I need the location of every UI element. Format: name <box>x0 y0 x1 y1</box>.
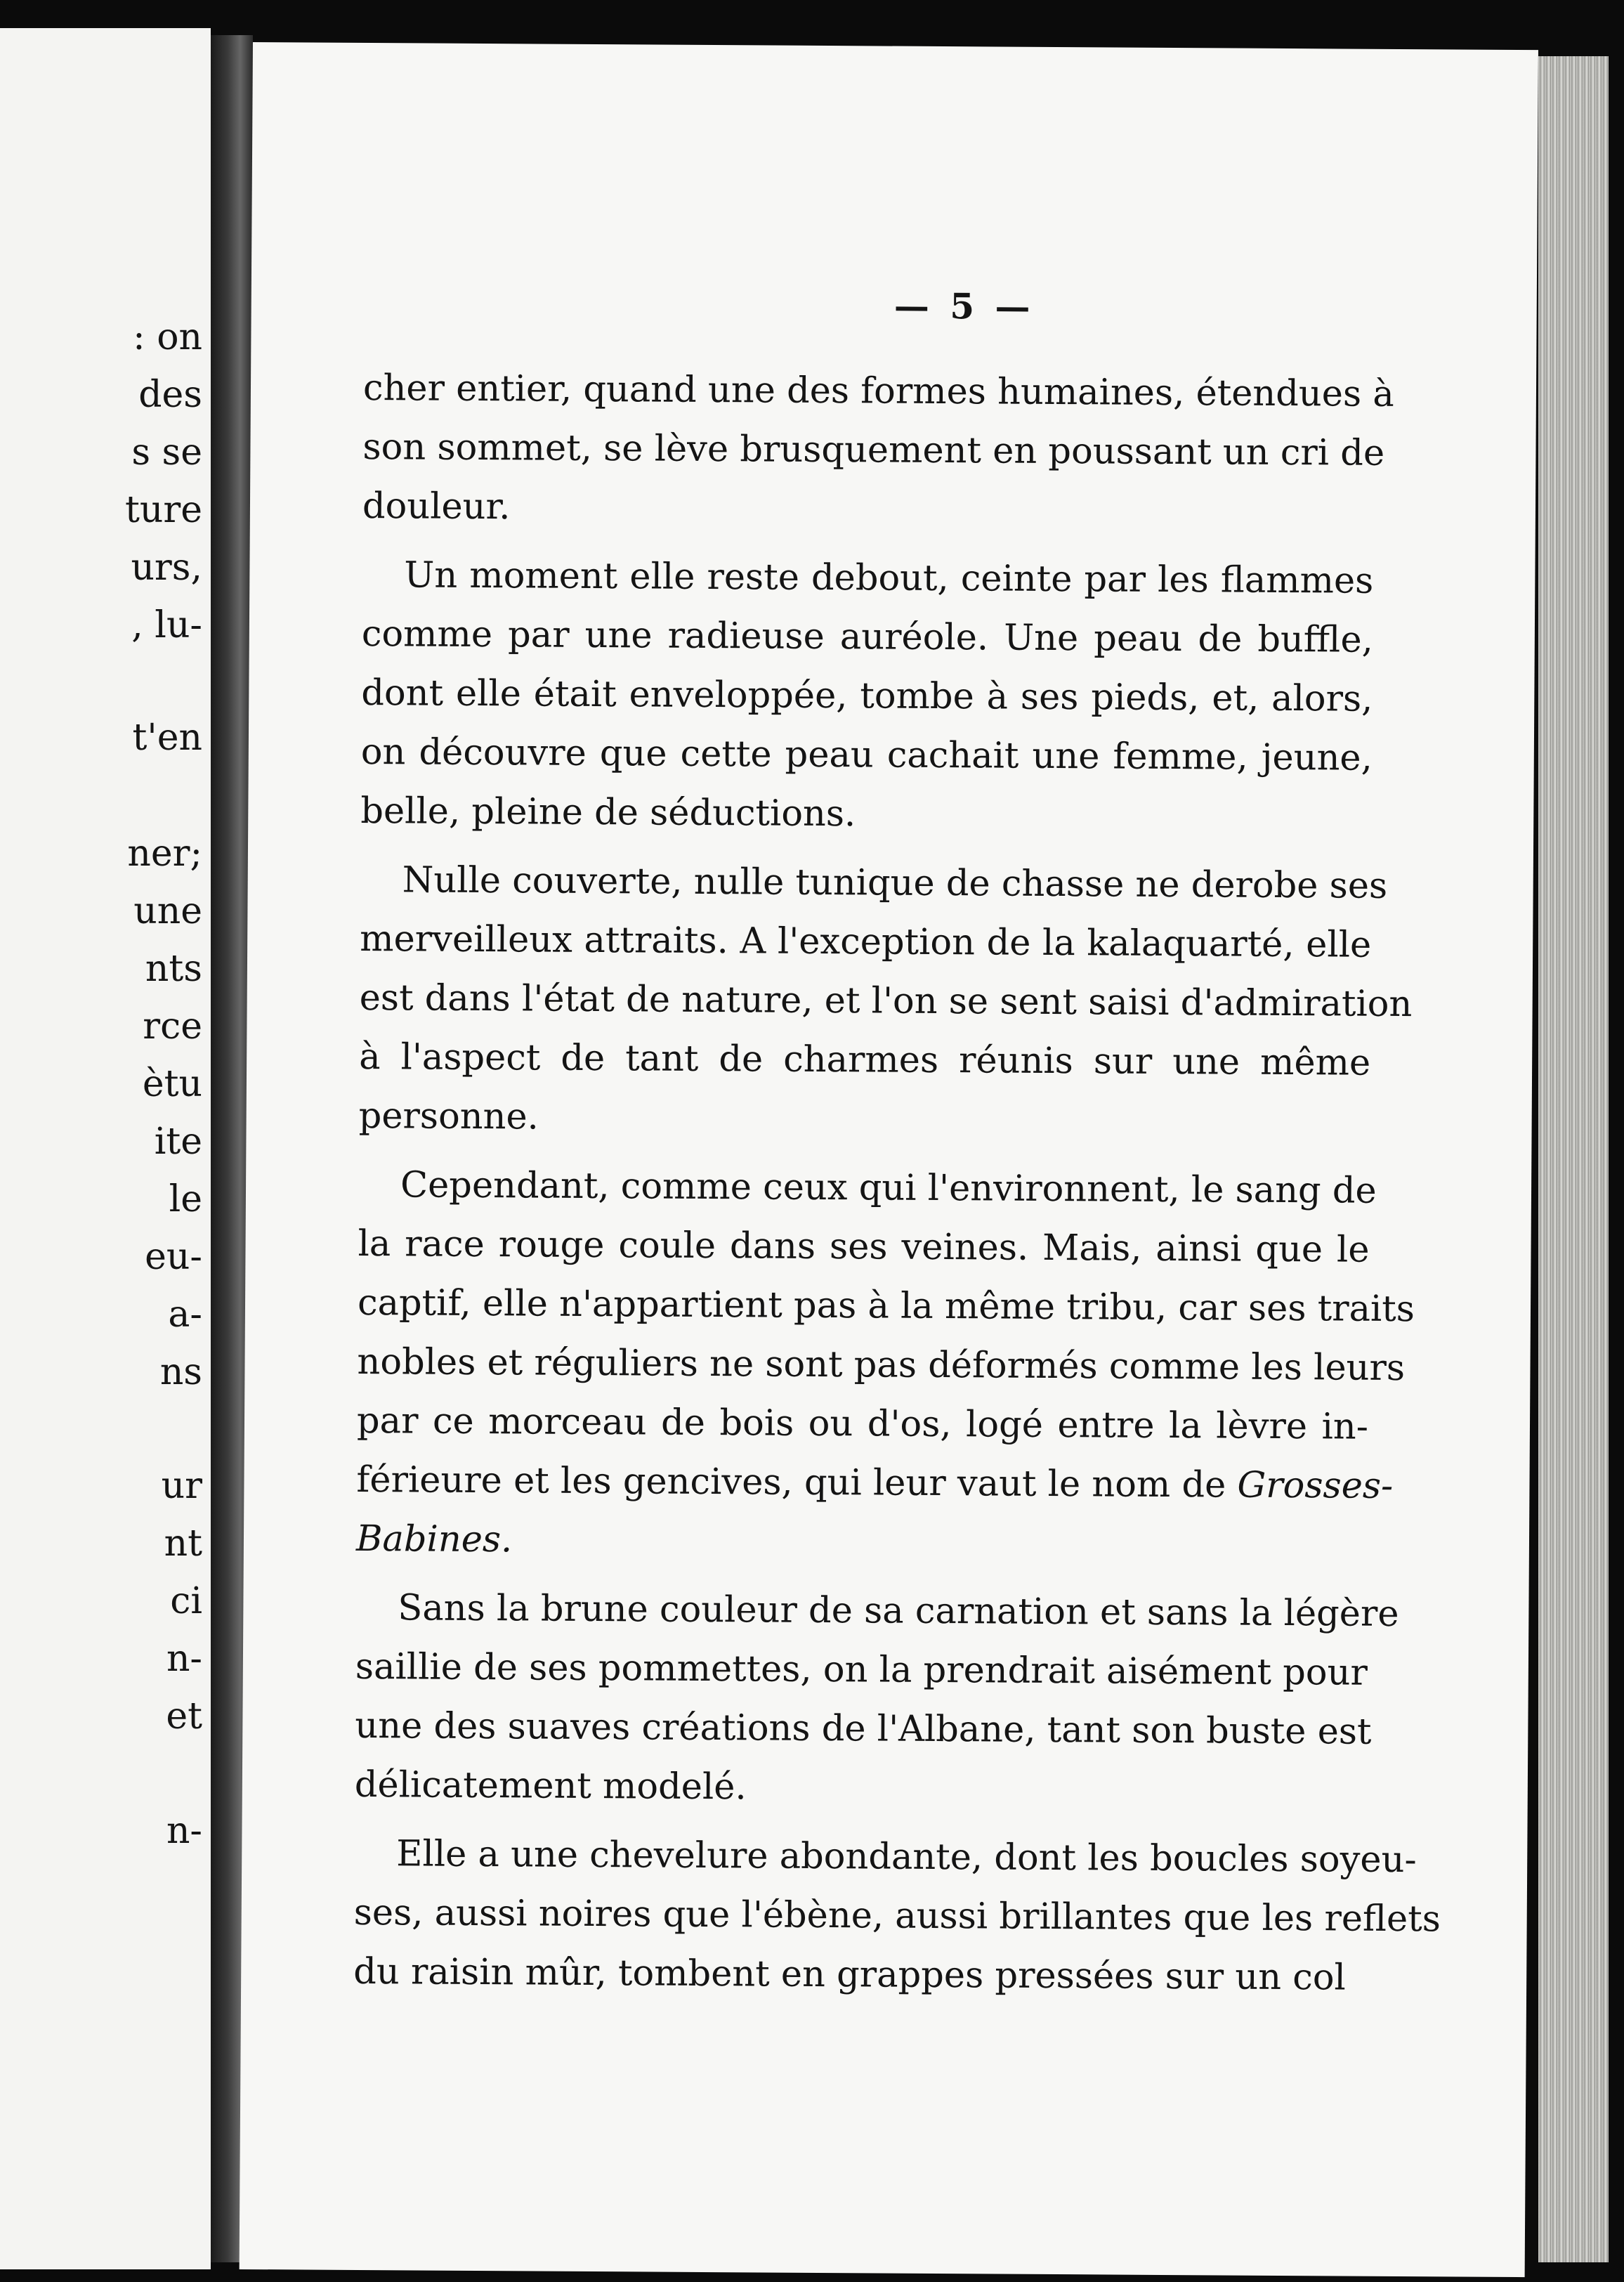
text-line <box>355 1756 1366 1821</box>
left-page-line-fragment: nt <box>164 1523 202 1565</box>
text-line-content: ses, aussi noires que l'ébène, aussi brillantes que les reflets <box>353 1891 1441 1941</box>
text-line <box>360 782 1372 847</box>
text-line <box>353 1884 1441 1949</box>
text-line-content: férieure et les gencives, qui leur vaut le nom de <box>356 1459 1226 1506</box>
page-number: — 5 — <box>893 285 1035 327</box>
text-line-content: dont elle était enveloppée, tombe à ses pieds, et, alors, <box>361 672 1373 720</box>
paragraph <box>360 546 1374 847</box>
text-line-content: saillie de ses pommettes, on la prendrait aisément pour <box>355 1645 1368 1694</box>
left-page-line-fragment: n- <box>166 1638 202 1680</box>
text-line <box>358 1156 1377 1221</box>
text-line <box>359 1028 1370 1093</box>
text-line-content: la race rouge coule dans ses veines. Mais, ainsi que le <box>358 1222 1370 1271</box>
left-page-line-fragment: une <box>133 890 202 932</box>
text-line-content: Nulle couverte, nulle tunique de chasse ne derobe ses <box>402 859 1388 907</box>
left-page-line-fragment: ture <box>124 489 202 531</box>
text-line <box>356 1451 1394 1516</box>
text-line-content: cher entier, quand une des formes humaines, étendues à <box>362 367 1394 415</box>
left-page-line-fragment: eu- <box>145 1236 202 1278</box>
text-line-content: merveilleux attraits. A l'exception de la kalaquarté, elle <box>360 918 1372 966</box>
left-page-line-fragment: s se <box>131 431 202 474</box>
left-page-line-fragment: urs, <box>131 547 202 589</box>
left-page-line-fragment: , lu- <box>131 604 202 646</box>
text-line-content: nobles et réguliers ne sont pas déformés comme les leurs <box>357 1341 1406 1390</box>
text-line-content: on découvre que cette peau cachait une femme, jeune, <box>360 731 1373 779</box>
left-page-line-fragment: des <box>138 374 202 416</box>
text-line <box>356 1510 1368 1575</box>
page-right <box>240 42 1538 2277</box>
text-line <box>355 1697 1372 1762</box>
left-page-line-fragment: ur <box>161 1465 202 1507</box>
text-line-content: captif, elle n'appartient pas à la même tribu, car ses traits <box>357 1282 1415 1331</box>
text-line <box>362 546 1373 611</box>
left-page-line-fragment: t'en <box>132 717 202 759</box>
left-page-line-fragment: ite <box>154 1121 202 1163</box>
text-line <box>358 1087 1370 1152</box>
text-line <box>360 910 1371 975</box>
text-line-content: du raisin mûr, tombent en grappes pressées sur un col <box>353 1950 1347 1999</box>
left-page-line-fragment: ci <box>170 1580 202 1622</box>
paragraph <box>355 1156 1415 1575</box>
italic-term: Grosses- <box>1226 1464 1394 1507</box>
page-edges <box>1538 56 1609 2262</box>
text-line-content: une des suaves créations de l'Albane, tant son buste est <box>355 1704 1372 1753</box>
body-text <box>353 359 1441 2008</box>
text-line-content: délicatement modelé. <box>354 1763 747 1808</box>
text-line-content: comme par une radieuse auréole. Une peau de buffle, <box>361 613 1374 661</box>
text-line <box>358 1215 1369 1280</box>
paragraph <box>353 1825 1441 2008</box>
text-line-content: personne. <box>358 1095 539 1138</box>
text-line <box>355 1638 1367 1703</box>
left-page-line-fragment: n- <box>166 1810 202 1852</box>
text-line-content: à l'aspect de tant de charmes réunis sur une même <box>358 1036 1371 1084</box>
text-line <box>353 1943 1365 2008</box>
text-line <box>361 664 1373 729</box>
text-line <box>355 1579 1399 1644</box>
left-page-line-fragment: ner; <box>127 833 202 875</box>
text-line <box>357 1392 1368 1457</box>
text-line <box>357 1274 1415 1339</box>
text-line-content: Babines. <box>355 1518 513 1561</box>
text-line <box>354 1825 1417 1890</box>
facing-page-left <box>0 28 211 2269</box>
paragraph <box>358 851 1413 1152</box>
left-page-line-fragment: ns <box>159 1351 202 1393</box>
left-page-line-fragment: le <box>169 1178 202 1220</box>
paragraph <box>354 1579 1399 1821</box>
text-line-content: Un moment elle reste debout, ceinte par les flammes <box>404 554 1374 602</box>
paragraph <box>362 359 1394 542</box>
text-line <box>359 969 1413 1034</box>
text-line-content: belle, pleine de séductions. <box>360 790 856 835</box>
text-line <box>360 851 1388 916</box>
text-line <box>362 477 1374 542</box>
text-line-content: est dans l'état de nature, et l'on se sent saisi d'admiration <box>359 977 1413 1026</box>
text-line-content: Sans la brune couleur de sa carnation et sans la légère <box>398 1587 1399 1636</box>
left-page-line-fragment: ètu <box>142 1063 202 1105</box>
left-page-line-fragment: et <box>166 1695 202 1737</box>
text-line-content: par ce morceau de bois ou d'os, logé entre la lèvre in- <box>356 1400 1369 1448</box>
left-page-line-fragment: : on <box>133 316 202 358</box>
text-line <box>362 418 1385 483</box>
text-line-content: douleur. <box>362 485 511 528</box>
text-line-content: Elle a une chevelure abondante, dont les boucles soyeu- <box>396 1833 1417 1882</box>
text-line <box>362 605 1373 670</box>
text-line-content: son sommet, se lève brusquement en poussant un cri de <box>362 426 1385 474</box>
left-page-line-fragment: a- <box>168 1293 202 1336</box>
left-page-line-fragment: rce <box>143 1005 202 1048</box>
text-line-content: Cependant, comme ceux qui l'environnent, le sang de <box>400 1164 1377 1212</box>
text-line <box>357 1333 1406 1398</box>
text-line <box>361 723 1373 788</box>
text-line <box>362 359 1394 424</box>
left-page-line-fragment: nts <box>145 948 202 990</box>
